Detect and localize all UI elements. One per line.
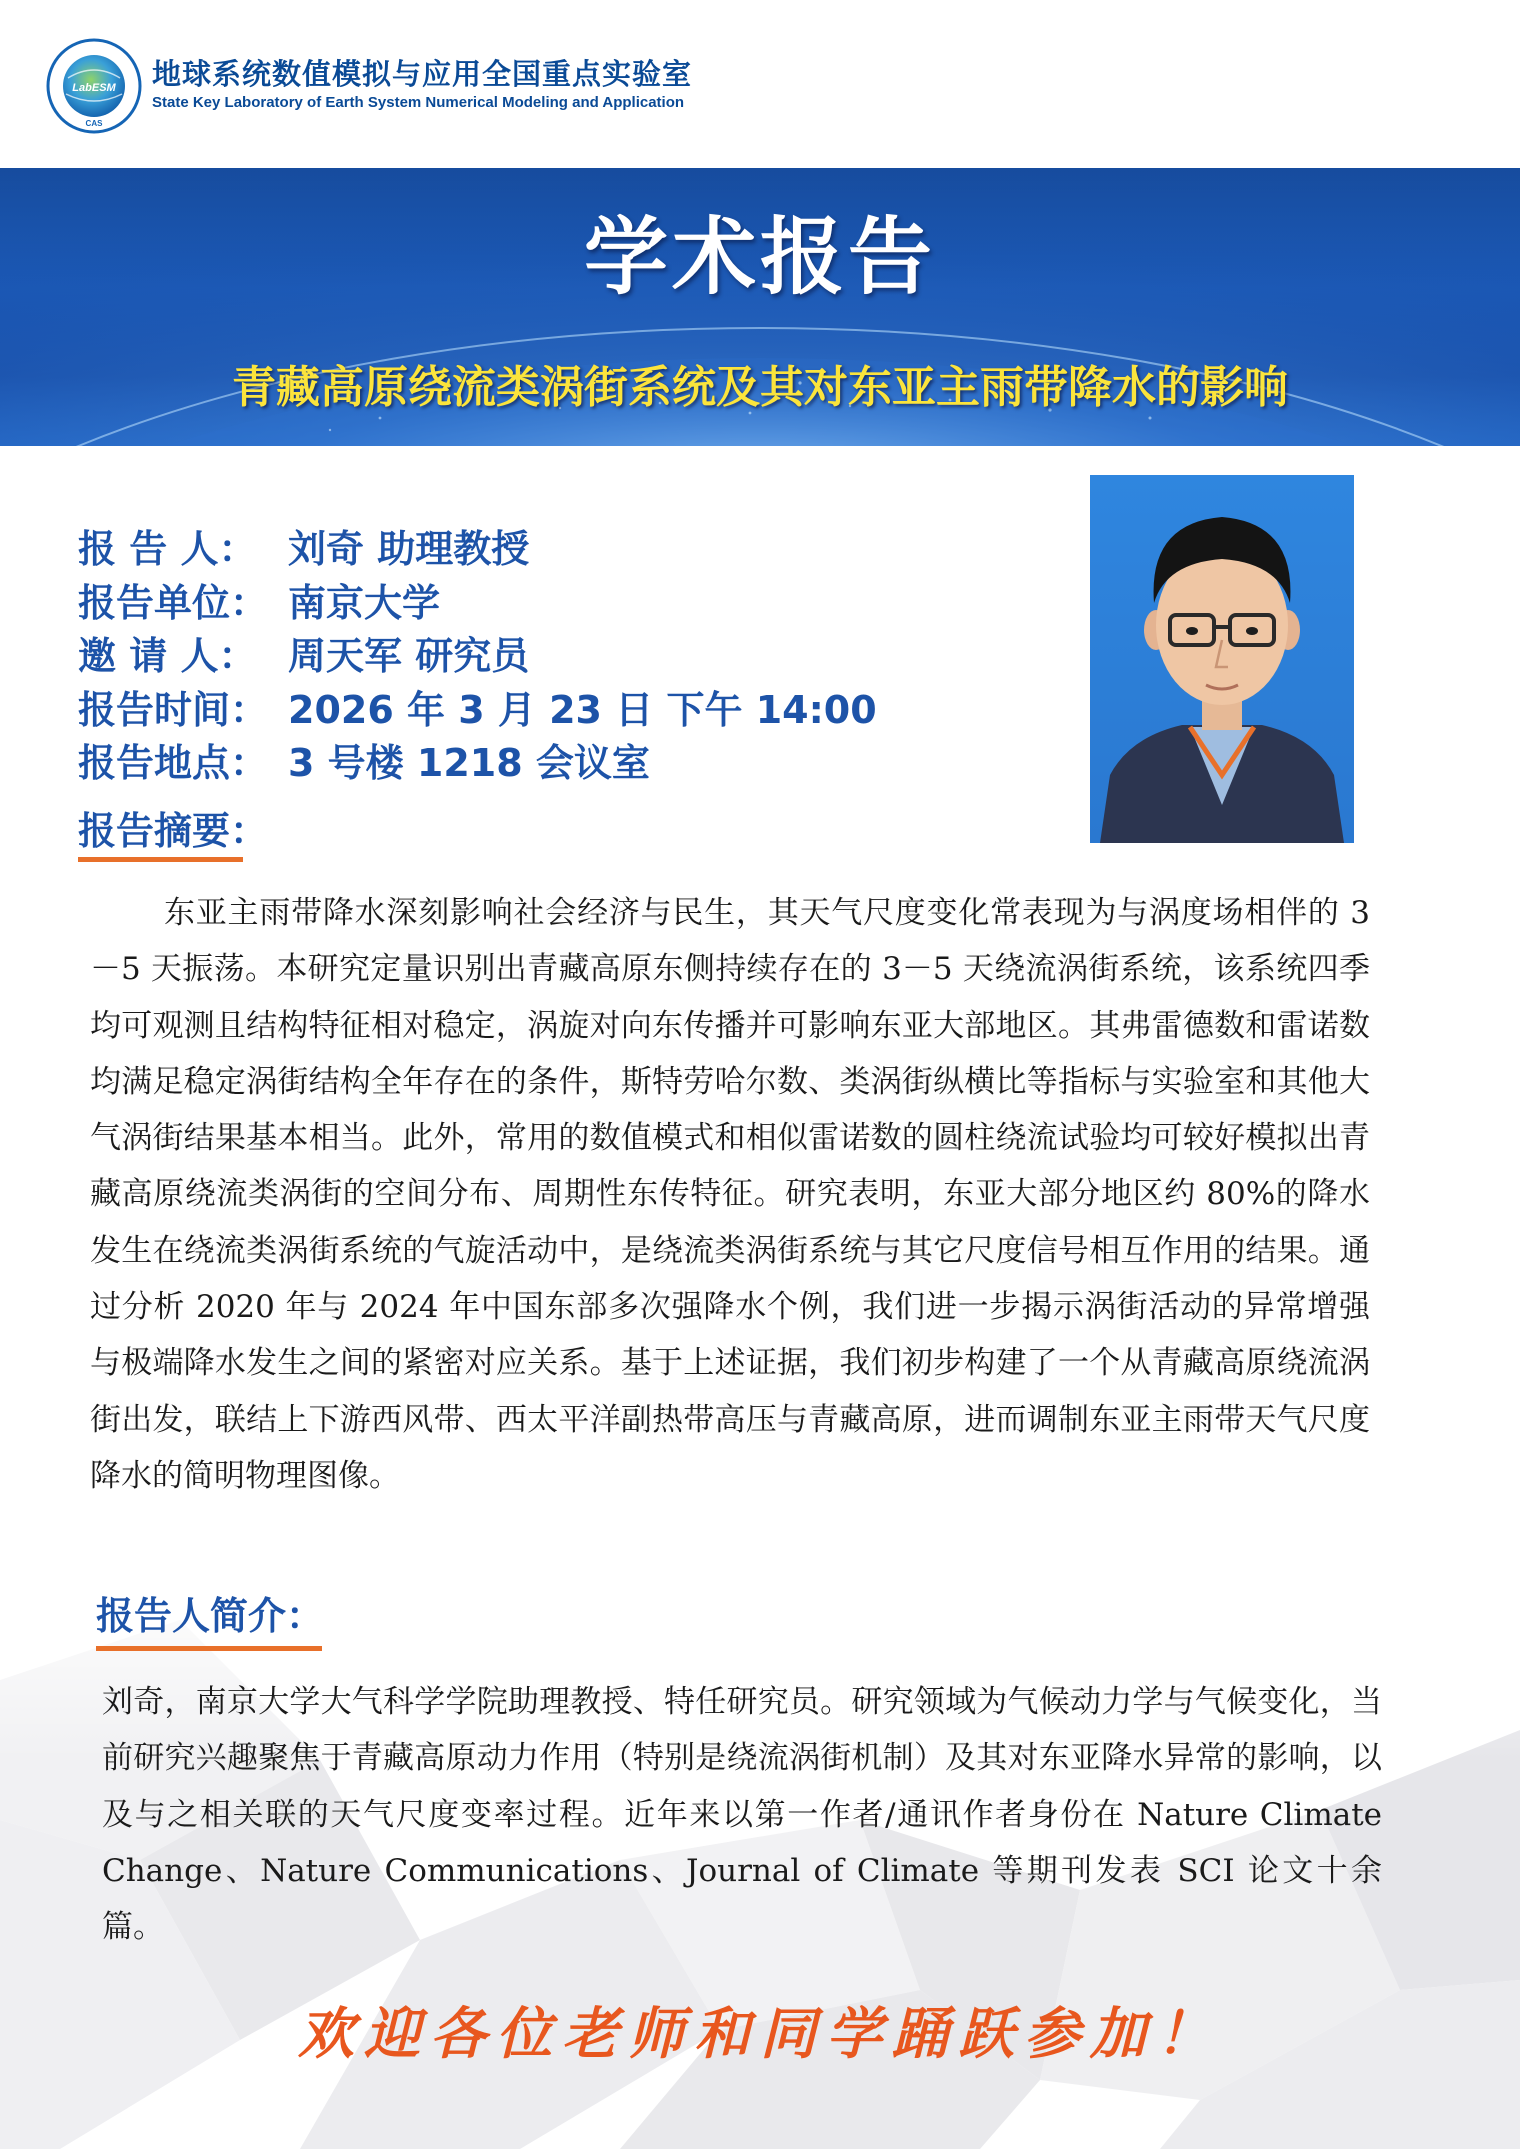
info-value: 2026 年 3 月 23 日 下午 14:00 <box>288 688 877 732</box>
lab-name-cn: 地球系统数值模拟与应用全国重点实验室 <box>152 57 693 91</box>
info-label: 报 告 人： <box>78 527 257 571</box>
info-label: 邀 请 人： <box>78 634 257 678</box>
info-label: 报告时间： <box>78 688 269 732</box>
info-value: 南京大学 <box>288 581 441 625</box>
talk-title: 青藏高原绕流类涡街系统及其对东亚主雨带降水的影响 <box>232 362 1288 413</box>
abstract-heading: 报告摘要： <box>78 809 269 853</box>
info-value: 刘奇 助理教授 <box>288 527 530 571</box>
info-label: 报告单位： <box>78 581 269 625</box>
abstract-heading-underline <box>78 857 243 862</box>
bio-text: 刘奇，南京大学大气科学学院助理教授、特任研究员。研究领域为气候动力学与气候变化，当前研究兴趣聚焦于青藏高原动力作用（特别是绕流涡街机制）及其对东亚降水异常的影响，以及与之相关联的天气尺度变率过程。近年来以第一作者/通讯作者身份在 Nature Climate Change、Nature Communications、Journal of Climate 等期刊发表 SCI 论文十余篇。 <box>102 1684 1382 1946</box>
info-row-host <box>78 625 530 678</box>
bio-heading-underline <box>96 1646 322 1651</box>
bio-heading: 报告人简介： <box>96 1594 325 1638</box>
info-row-speaker <box>78 518 530 571</box>
logo-center-text: LabESM <box>72 82 116 94</box>
closing-slogan: 欢迎各位老师和同学踊跃参加！ <box>298 2001 1222 2067</box>
speaker-photo <box>1090 475 1354 843</box>
info-row-affiliation <box>78 572 441 625</box>
logo-bottom-text: CAS <box>85 119 103 128</box>
info-value: 3 号楼 1218 会议室 <box>288 741 650 785</box>
info-value: 周天军 研究员 <box>288 634 530 678</box>
poster-title: 学术报告 <box>583 208 936 306</box>
info-row-location <box>78 732 650 785</box>
title-banner <box>0 168 1520 446</box>
labesm-logo <box>46 38 142 134</box>
abstract-text: 东亚主雨带降水深刻影响社会经济与民生，其天气尺度变化常表现为与涡度场相伴的 3－5 天振荡。本研究定量识别出青藏高原东侧持续存在的 3－5 天绕流涡街系统，该系统四季均可观测且结构特征相对稳定，涡旋对向东传播并可影响东亚大部地区。其弗雷德数和雷诺数均满足稳定涡街结构全年存在的条件，斯特劳哈尔数、类涡街纵横比等指标与实验室和其他大气涡街结果基本相当。此外，常用的数值模式和相似雷诺数的圆柱绕流试验均可较好模拟出青藏高原绕流类涡街的空间分布、周期性东传特征。研究表明，东亚大部分地区约 80%的降水发生在绕流类涡街系统的气旋活动中，是绕流类涡街系统与其它尺度信号相互作用的结果。通过分析 2020 年与 2024 年中国东部多次强降水个例，我们进一步揭示涡街活动的异常增强与极端降水发生之间的紧密对应关系。基于上述证据，我们初步构建了一个从青藏高原绕流涡街出发，联结上下游西风带、西太平洋副热带高压与青藏高原，进而调制东亚主雨带天气尺度降水的简明物理图像。 <box>90 895 1370 1494</box>
lab-name-en: State Key Laboratory of Earth System Numerical Modeling and Application <box>152 94 685 111</box>
info-label: 报告地点： <box>78 741 269 785</box>
info-row-time <box>78 679 877 732</box>
